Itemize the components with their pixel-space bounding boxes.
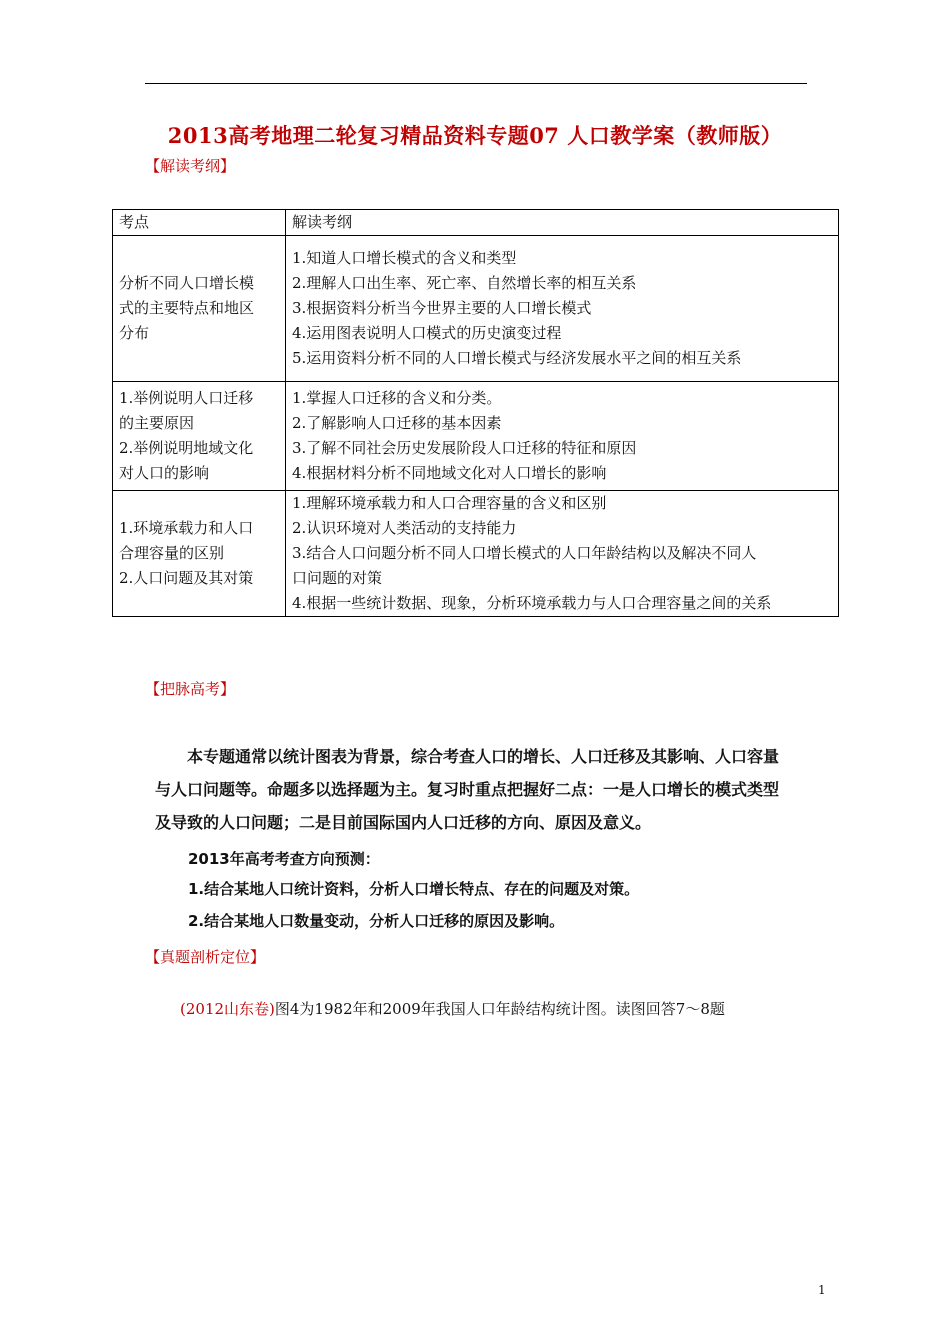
row-topic: 1.环境承载力和人口 合理容量的区别 2.人口问题及其对策 — [113, 491, 286, 617]
forecast-title: 2013年高考考查方向预测： — [188, 850, 380, 868]
section-trends-heading: 【把脉高考】 — [145, 680, 236, 698]
header-topic: 考点 — [113, 210, 286, 236]
row-topic: 分析不同人口增长模 式的主要特点和地区 分布 — [113, 236, 286, 382]
row-points: 1.知道人口增长模式的含义和类型 2.理解人口出生率、死亡率、自然增长率的相互关系 3.根据资料分析当今世界主要的人口增长模式 4.运用图表说明人口模式的历史演变过程 5.运用资料分析不同的人口增长模式与经济发展水平之间的相互关系 — [286, 236, 839, 382]
row-points: 1.理解环境承载力和人口合理容量的含义和区别 2.认识环境对人类活动的支持能力 3.结合人口问题分析不同人口增长模式的人口年龄结构以及解决不同人 口问题的对策 4.根据一些统计数据、现象，分析环境承载力与人口合理容量之间的关系 — [286, 491, 839, 617]
outline-table — [112, 209, 839, 617]
forecast-item: 1.结合某地人口统计资料，分析人口增长特点、存在的问题及对策。 — [188, 880, 640, 898]
page-number: 1 — [818, 1283, 826, 1297]
header-rule — [145, 83, 807, 84]
document-title: 2013高考地理二轮复习精品资料专题07 人口教学案（教师版） — [167, 123, 783, 148]
section-analysis-heading: 【真题剖析定位】 — [145, 948, 266, 966]
table-header-row — [113, 210, 839, 236]
table-row — [113, 491, 839, 617]
header-points: 解读考纲 — [286, 210, 839, 236]
table-row — [113, 382, 839, 491]
row-topic: 1.举例说明人口迁移 的主要原因 2.举例说明地域文化 对人口的影响 — [113, 382, 286, 491]
question-intro — [180, 998, 725, 1019]
question-source: (2012山东卷) — [180, 1000, 275, 1018]
question-text: 图4为1982年和2009年我国人口年龄结构统计图。读图回答7～8题 — [274, 1000, 725, 1018]
table-row — [113, 236, 839, 382]
row-points: 1.掌握人口迁移的含义和分类。 2.了解影响人口迁移的基本因素 3.了解不同社会历史发展阶段人口迁移的特征和原因 4.根据材料分析不同地域文化对人口增长的影响 — [286, 382, 839, 491]
forecast-item: 2.结合某地人口数量变动，分析人口迁移的原因及影响。 — [188, 912, 565, 930]
trends-paragraph: 本专题通常以统计图表为背景，综合考查人口的增长、人口迁移及其影响、人口容量 与人口问题等。命题多以选择题为主。复习时重点把握好二点：一是人口增长的模式类型 及导致的人口问题；二是目前国际国内人口迁移的方向、原因及意义。 — [155, 747, 780, 832]
section-outline-heading: 【解读考纲】 — [145, 157, 236, 175]
